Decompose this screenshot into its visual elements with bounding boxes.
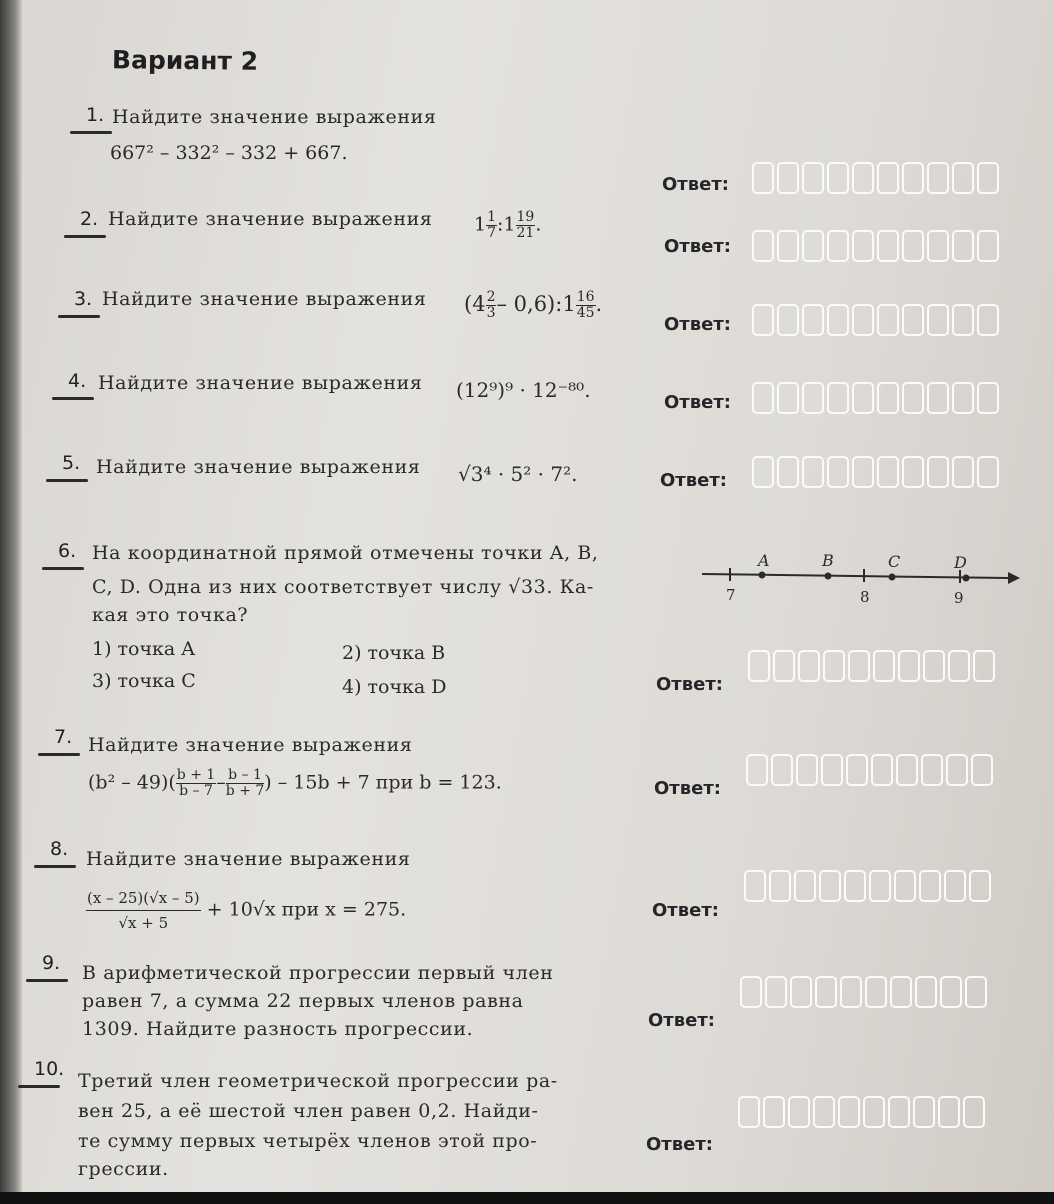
task-9-line-1: В арифметической прогрессии первый член (82, 962, 554, 984)
task-10-answer-label: Ответ: (646, 1134, 713, 1155)
task-8-number: 8. (50, 838, 69, 860)
task-1-text: Найдите значение выражения (112, 106, 437, 128)
task-3-answer-boxes[interactable] (752, 304, 999, 336)
task-10-line-3: те сумму первых четырёх членов этой про- (78, 1130, 538, 1152)
task-6-line-3: кая это точка? (92, 604, 249, 626)
task-3-text: Найдите значение выражения (102, 288, 427, 310)
task-3-expression: (4 $\frac{2}{3}$ – 0,6):1 $\frac{16}{45}$ . (464, 289, 603, 321)
page-edge-shadow (0, 0, 22, 1192)
task-4-text: Найдите значение выражения (98, 372, 423, 394)
task-6-option-3: 3) точка C (92, 670, 196, 692)
task-10-answer-boxes[interactable] (738, 1096, 985, 1128)
page-title: Вариант 2 (111, 45, 259, 76)
point-c-label: C (888, 552, 901, 571)
task-4-answer-boxes[interactable] (752, 382, 999, 414)
task-4-answer-label: Ответ: (664, 392, 731, 413)
task-8-text: Найдите значение выражения (86, 848, 411, 870)
task-8-expression: $\frac{(x - 25)(√x - 5)}{√x + 5}$ + 10√x при x = 275. (86, 886, 406, 935)
point-a-label: A (758, 551, 770, 570)
task-9-answer-boxes[interactable] (740, 976, 987, 1008)
task-2-answer-label: Ответ: (664, 236, 731, 257)
task-8-answer-boxes[interactable] (744, 870, 991, 902)
task-6-line-2: C, D. Одна из них соответствует числу √33. Ка- (92, 576, 594, 598)
point-c-marker (889, 574, 896, 581)
task-1-answer-boxes[interactable] (752, 162, 999, 194)
task-1-answer-label: Ответ: (662, 174, 729, 195)
task-5-expression: √3⁴ · 5² · 7². (458, 462, 578, 486)
point-a-marker (759, 572, 766, 579)
task-6-option-2: 2) точка B (342, 642, 446, 664)
task-2-text: Найдите значение выражения (108, 208, 433, 230)
task-5-answer-boxes[interactable] (752, 456, 999, 488)
point-b-marker (825, 573, 832, 580)
task-6-number: 6. (58, 540, 77, 562)
task-8-answer-label: Ответ: (652, 900, 719, 921)
point-d-label: D (954, 553, 967, 572)
task-9-line-2: равен 7, а сумма 22 первых членов равна (82, 990, 524, 1012)
task-1-number: 1. (86, 104, 105, 126)
number-line (690, 548, 1020, 618)
task-6-option-4: 4) точка D (342, 676, 447, 698)
tick-label-9: 9 (954, 589, 964, 607)
task-7-number: 7. (54, 726, 73, 748)
task-4-expression: (12⁹)⁹ · 12⁻⁸⁰. (456, 378, 591, 402)
task-7-expression: (b² – 49)( $\frac{b + 1}{b - 7}$ – $\frac{b - 1}{b + 7}$ ) – 15b + 7 при b = 123. (88, 767, 502, 799)
task-10-line-1: Третий член геометрической прогрессии ра- (78, 1070, 558, 1092)
task-3-number: 3. (74, 288, 93, 310)
task-1-expression: 667² – 332² – 332 + 667. (110, 142, 348, 164)
task-9-line-3: 1309. Найдите разность прогрессии. (82, 1018, 474, 1040)
task-7-answer-label: Ответ: (654, 778, 721, 799)
task-7-answer-boxes[interactable] (746, 754, 993, 786)
task-6-answer-boxes[interactable] (748, 650, 995, 682)
task-5-answer-label: Ответ: (660, 470, 727, 491)
task-2-number: 2. (80, 208, 99, 230)
tick-label-8: 8 (860, 588, 870, 606)
point-d-marker (963, 575, 970, 582)
point-b-label: B (822, 551, 834, 570)
task-2-answer-boxes[interactable] (752, 230, 999, 262)
task-3-answer-label: Ответ: (664, 314, 731, 335)
tick-label-7: 7 (726, 586, 736, 604)
task-6-answer-label: Ответ: (656, 674, 723, 695)
task-10-line-2: вен 25, а её шестой член равен 0,2. Найди- (78, 1100, 539, 1122)
task-9-answer-label: Ответ: (648, 1010, 715, 1031)
task-10-number: 10. (34, 1058, 65, 1080)
task-5-text: Найдите значение выражения (96, 456, 421, 478)
task-4-number: 4. (68, 370, 87, 392)
task-7-text: Найдите значение выражения (88, 734, 413, 756)
task-10-line-4: грессии. (78, 1158, 169, 1180)
task-6-option-1: 1) точка A (92, 638, 196, 660)
task-9-number: 9. (42, 952, 61, 974)
task-2-expression: 1 $\frac{1}{7}$ :1 $\frac{19}{21}$ . (474, 209, 542, 241)
task-6-line-1: На координатной прямой отмечены точки A, B, (92, 542, 599, 564)
task-5-number: 5. (62, 452, 81, 474)
